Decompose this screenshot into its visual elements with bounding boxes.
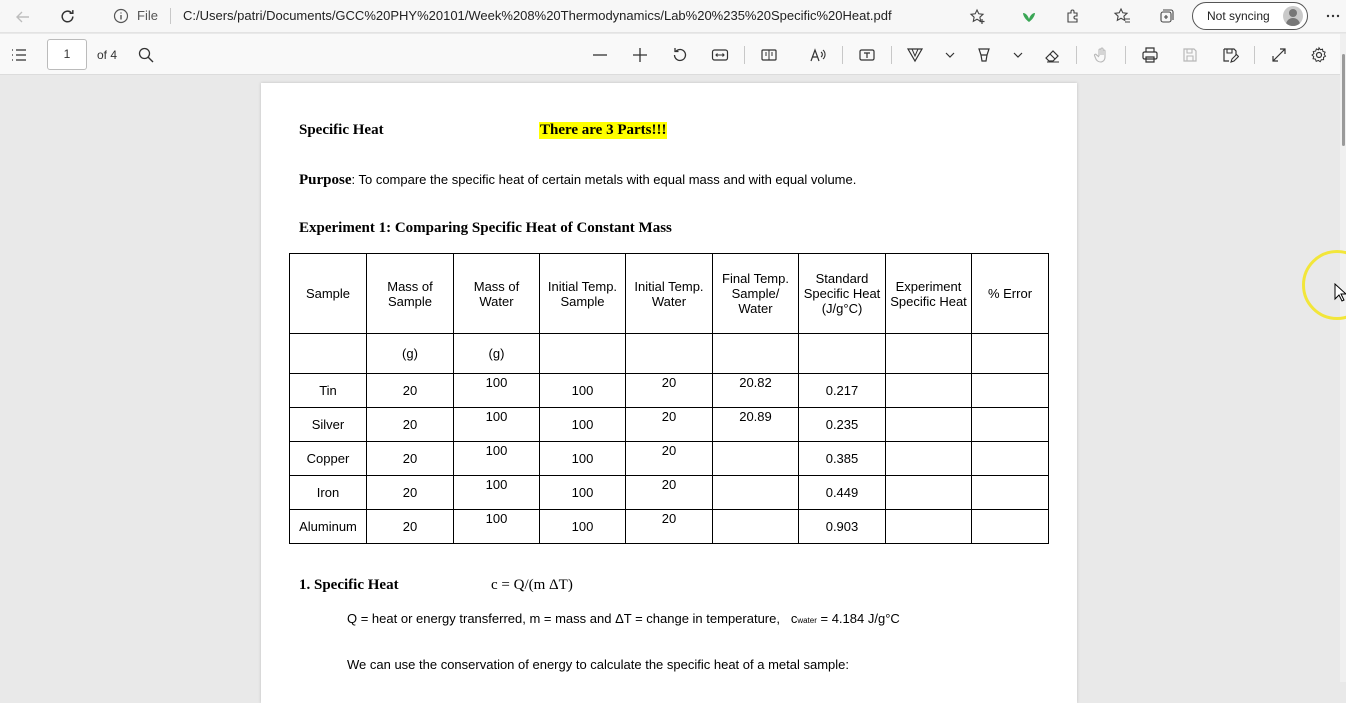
table-cell: 20: [626, 510, 713, 544]
table-cell: 100: [454, 374, 540, 408]
table-row: [290, 374, 1049, 408]
parts-note-highlight: There are 3 Parts!!!: [540, 122, 667, 138]
table-cell: [713, 442, 799, 476]
touch-hand-icon[interactable]: [1091, 45, 1111, 65]
table-header-cell: Initial Temp. Water: [626, 254, 713, 334]
extensions-puzzle-icon[interactable]: [1062, 5, 1084, 27]
table-cell: [886, 408, 972, 442]
favorites-icon[interactable]: [1111, 5, 1133, 27]
table-cell: 0.217: [799, 374, 886, 408]
table-cell: 20: [367, 476, 454, 510]
info-icon[interactable]: [111, 6, 131, 26]
table-cell: 20.82: [713, 374, 799, 408]
conservation-text: We can use the conservation of energy to calculate the specific heat of a metal sample:: [347, 657, 849, 672]
table-cell: 20: [367, 374, 454, 408]
browser-address-bar: [0, 0, 1346, 33]
sync-status-label: Not syncing: [1207, 9, 1270, 23]
table-cell: [713, 510, 799, 544]
table-cell: [886, 510, 972, 544]
table-cell: [886, 374, 972, 408]
draw-icon[interactable]: [905, 45, 925, 65]
eraser-icon[interactable]: [1042, 45, 1062, 65]
table-cell: 100: [454, 442, 540, 476]
table-cell: 20: [367, 408, 454, 442]
table-cell: 100: [540, 510, 626, 544]
table-cell: [886, 442, 972, 476]
table-cell: Iron: [290, 476, 367, 510]
protocol-label: File: [137, 8, 158, 23]
add-text-icon[interactable]: [857, 45, 877, 65]
address-separator: [170, 8, 171, 24]
table-header-cell: Sample: [290, 254, 367, 334]
purpose-label: Purpose: [299, 172, 352, 188]
table-cell: 20: [367, 442, 454, 476]
table-cell: [972, 510, 1049, 544]
table-cell: 20: [626, 442, 713, 476]
table-unit-cell: (g): [454, 334, 540, 374]
table-unit-cell: (g): [367, 334, 454, 374]
table-cell: 0.385: [799, 442, 886, 476]
table-units-row: [290, 334, 1049, 374]
table-cell: Silver: [290, 408, 367, 442]
definitions-text: Q = heat or energy transferred, m = mass and ΔT = change in temperature,: [347, 611, 780, 626]
add-favorite-icon[interactable]: [967, 6, 989, 28]
pdf-page: [261, 83, 1077, 703]
full-screen-icon[interactable]: [1269, 45, 1289, 65]
table-cell: 100: [540, 408, 626, 442]
table-cell: [972, 408, 1049, 442]
highlight-options-chevron-down-icon[interactable]: [1008, 45, 1028, 65]
collections-icon[interactable]: [1155, 5, 1177, 27]
table-header-cell: Experiment Specific Heat: [886, 254, 972, 334]
table-header-cell: % Error: [972, 254, 1049, 334]
toolbar-separator: [744, 46, 745, 64]
table-cell: 20.89: [713, 408, 799, 442]
table-unit-cell: [540, 334, 626, 374]
table-cell: 100: [540, 476, 626, 510]
toolbar-separator: [891, 46, 892, 64]
zoom-in-icon[interactable]: [630, 45, 650, 65]
cwater-value: = 4.184 J/g°C: [816, 611, 900, 626]
table-cell: Copper: [290, 442, 367, 476]
table-cell: 20: [626, 408, 713, 442]
table-cell: Tin: [290, 374, 367, 408]
not-syncing-button[interactable]: [1192, 2, 1308, 30]
print-icon[interactable]: [1140, 45, 1160, 65]
table-cell: 20: [367, 510, 454, 544]
fit-width-icon[interactable]: [710, 45, 730, 65]
profile-avatar-icon: [1283, 6, 1303, 26]
back-arrow-icon[interactable]: [12, 6, 34, 28]
table-row: [290, 476, 1049, 510]
table-row: [290, 408, 1049, 442]
table-cell: [713, 476, 799, 510]
table-cell: [972, 476, 1049, 510]
table-row: [290, 442, 1049, 476]
toolbar-separator: [1125, 46, 1126, 64]
table-cell: 0.449: [799, 476, 886, 510]
table-unit-cell: [886, 334, 972, 374]
purpose-line: [299, 172, 856, 189]
mouse-cursor-icon: [1334, 283, 1346, 303]
toolbar-separator: [1254, 46, 1255, 64]
url-field[interactable]: C:/Users/patri/Documents/GCC%20PHY%20101/Week%208%20Thermodynamics/Lab%20%235%20Specific%20Heat.pdf: [183, 8, 892, 23]
table-unit-cell: [713, 334, 799, 374]
table-cell: 20: [626, 476, 713, 510]
section1-heading: 1. Specific Heat: [299, 577, 399, 593]
table-header-cell: Mass of Sample: [367, 254, 454, 334]
document-title: Specific Heat: [299, 122, 384, 138]
table-cell: 0.235: [799, 408, 886, 442]
save-as-icon[interactable]: [1220, 45, 1240, 65]
zoom-out-icon[interactable]: [590, 45, 610, 65]
purpose-text: : To compare the specific heat of certain metals with equal mass and with equal volume.: [351, 172, 857, 187]
table-cell: 100: [540, 374, 626, 408]
table-cell: Aluminum: [290, 510, 367, 544]
table-cell: 100: [454, 510, 540, 544]
table-header-cell: Initial Temp. Sample: [540, 254, 626, 334]
rotate-icon[interactable]: [670, 45, 690, 65]
toolbar-separator: [1076, 46, 1077, 64]
cwater-symbol: c: [790, 611, 798, 626]
table-row: [290, 510, 1049, 544]
cwater-subscript: water: [797, 616, 817, 625]
table-unit-cell: [626, 334, 713, 374]
more-options-icon[interactable]: [1322, 5, 1344, 27]
table-header-cell: Mass of Water: [454, 254, 540, 334]
table-unit-cell: [972, 334, 1049, 374]
page-total-label: of 4: [97, 48, 118, 62]
experiment1-heading: Experiment 1: Comparing Specific Heat of Constant Mass: [299, 220, 672, 236]
settings-gear-icon[interactable]: [1309, 45, 1329, 65]
table-unit-cell: [799, 334, 886, 374]
table-cell: 100: [540, 442, 626, 476]
table-cell: [972, 374, 1049, 408]
search-icon[interactable]: [136, 45, 156, 65]
table-header-cell: Final Temp. Sample/ Water: [713, 254, 799, 334]
table-cell: 100: [454, 408, 540, 442]
page-view-icon[interactable]: [759, 45, 779, 65]
table-header-row: [290, 254, 1049, 334]
contents-list-icon[interactable]: [9, 45, 29, 65]
table-cell: [886, 476, 972, 510]
draw-options-chevron-down-icon[interactable]: [940, 45, 960, 65]
scrollbar-thumb[interactable]: [1342, 54, 1345, 146]
extension-leaf-icon[interactable]: [1018, 6, 1040, 28]
specific-heat-table: [289, 253, 1049, 544]
page-number-input[interactable]: 1: [47, 39, 87, 70]
refresh-icon[interactable]: [56, 5, 78, 27]
table-cell: 100: [454, 476, 540, 510]
table-header-cell: Standard Specific Heat (J/g°C): [799, 254, 886, 334]
table-cell: 0.903: [799, 510, 886, 544]
table-unit-cell: [290, 334, 367, 374]
read-aloud-icon[interactable]: [808, 45, 828, 65]
highlight-icon[interactable]: [974, 45, 994, 65]
toolbar-separator: [842, 46, 843, 64]
table-cell: [972, 442, 1049, 476]
save-icon[interactable]: [1180, 45, 1200, 65]
specific-heat-formula: c = Q/(m ΔT): [491, 577, 573, 593]
variable-definitions: [347, 611, 900, 626]
table-cell: 20: [626, 374, 713, 408]
